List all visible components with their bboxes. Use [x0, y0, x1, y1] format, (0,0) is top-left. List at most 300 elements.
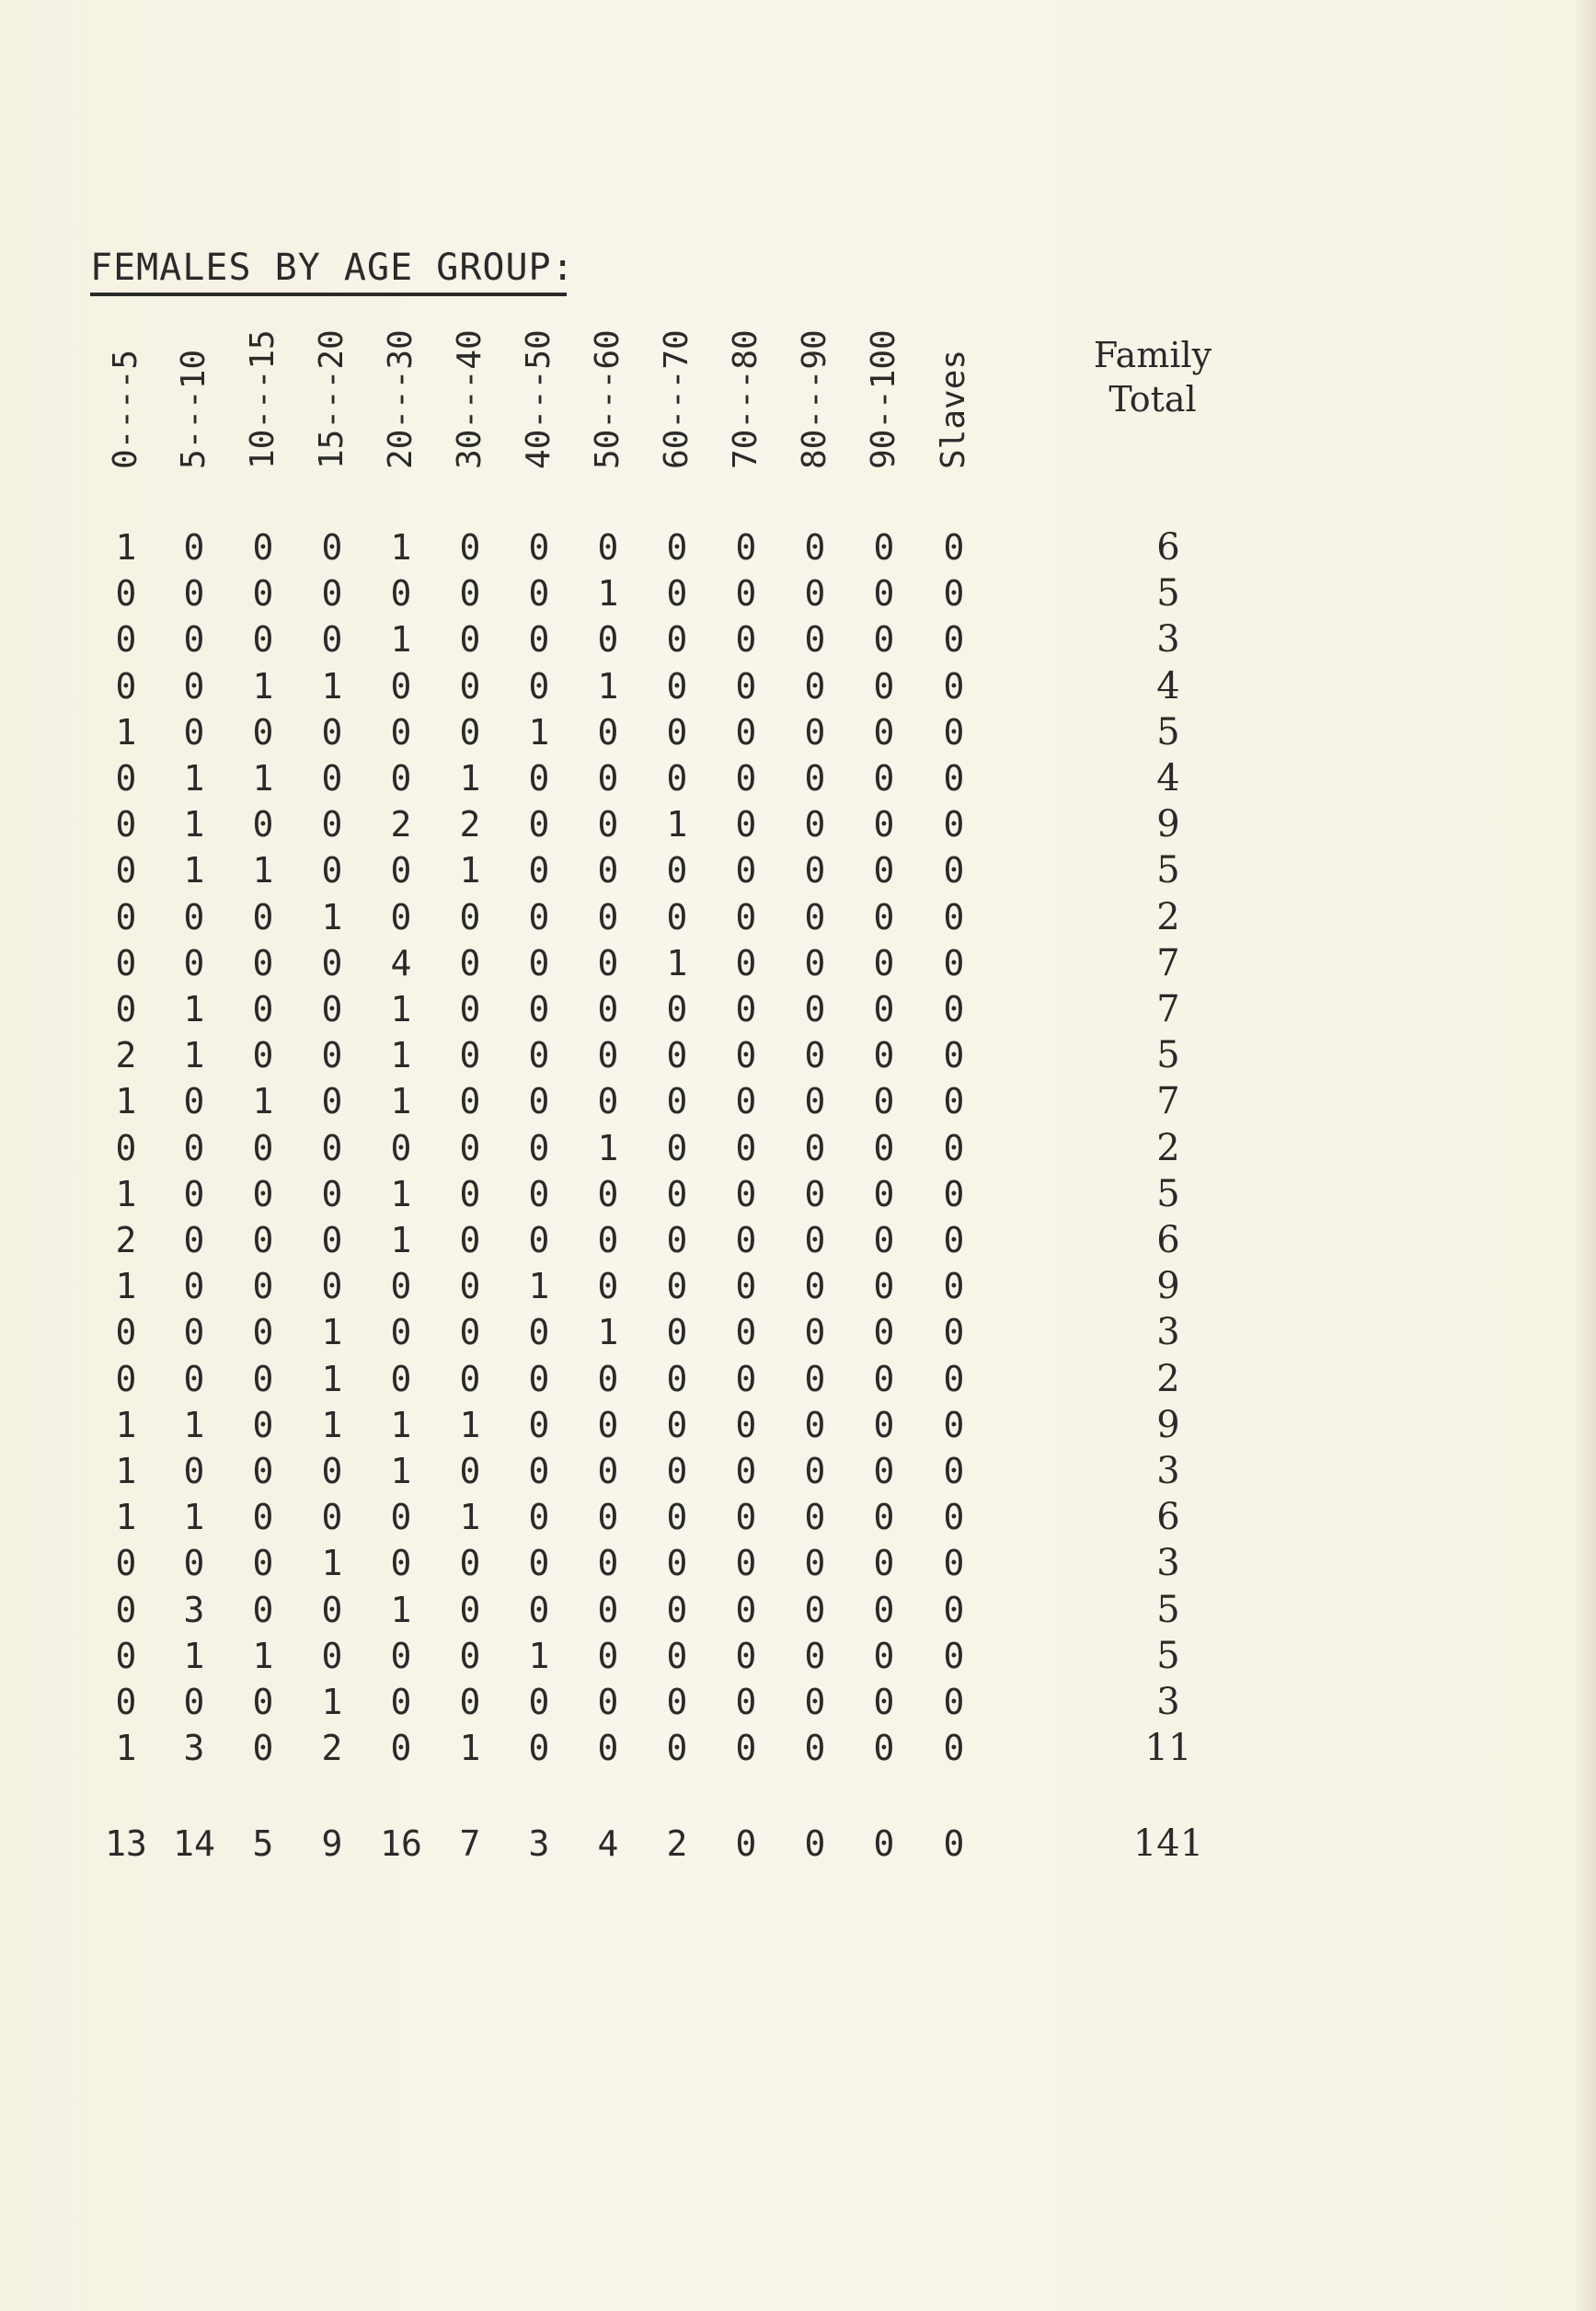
table-cell: 0: [459, 573, 481, 615]
table-cell: 0: [597, 804, 619, 845]
table-cell: 1: [597, 1127, 619, 1168]
table-cell: 0: [252, 1358, 274, 1399]
table-cell: 0: [252, 1266, 274, 1307]
table-cell: 0: [666, 1682, 688, 1722]
table-cell: 0: [390, 1635, 412, 1676]
column-total-cell: 0: [943, 1823, 965, 1864]
table-cell: 0: [873, 1358, 895, 1399]
table-cell: 0: [943, 1451, 965, 1491]
table-cell: 0: [597, 1728, 619, 1769]
table-cell: 0: [735, 573, 757, 615]
table-cell: 0: [873, 1081, 895, 1122]
table-cell: 0: [597, 1589, 619, 1630]
table-cell: 0: [804, 619, 826, 661]
table-cell: 0: [321, 804, 343, 845]
table-cell: 0: [459, 942, 481, 983]
family-total-cell: 6: [1156, 1219, 1180, 1261]
table-cell: 0: [321, 1266, 343, 1307]
column-header-6: 40---50: [520, 329, 557, 469]
table-cell: 0: [115, 758, 137, 799]
table-cell: 0: [183, 942, 205, 983]
table-cell: 0: [321, 1035, 343, 1076]
table-cell: 1: [321, 1358, 343, 1399]
table-cell: 0: [115, 850, 137, 891]
table-cell: 0: [873, 1404, 895, 1445]
table-cell: 0: [943, 711, 965, 753]
table-cell: 1: [597, 573, 619, 615]
table-cell: 1: [115, 1266, 137, 1307]
family-total-cell: 3: [1156, 1542, 1180, 1585]
table-cell: 1: [183, 989, 205, 1029]
table-cell: 0: [735, 1682, 757, 1722]
table-cell: 0: [735, 1635, 757, 1676]
table-cell: 0: [390, 1682, 412, 1722]
table-cell: 0: [390, 1312, 412, 1353]
table-cell: 0: [597, 1358, 619, 1399]
table-cell: 0: [873, 758, 895, 799]
table-cell: 0: [183, 527, 205, 568]
family-total-cell: 5: [1156, 572, 1180, 615]
table-cell: 1: [115, 1173, 137, 1214]
table-cell: 0: [873, 1127, 895, 1168]
family-total-cell: 11: [1144, 1727, 1192, 1770]
table-cell: 0: [804, 1635, 826, 1676]
table-cell: 0: [597, 896, 619, 937]
table-cell: 0: [183, 1451, 205, 1491]
table-cell: 0: [597, 1173, 619, 1214]
column-header-1: 5---10: [175, 349, 212, 469]
table-cell: 1: [321, 1543, 343, 1584]
table-cell: 1: [321, 665, 343, 707]
table-cell: 0: [252, 527, 274, 568]
table-cell: 0: [873, 1266, 895, 1307]
table-cell: 0: [804, 1728, 826, 1769]
column-total-cell: 5: [252, 1823, 274, 1864]
table-cell: 1: [252, 1081, 274, 1122]
table-cell: 1: [321, 896, 343, 937]
column-total-cell: 0: [873, 1823, 895, 1864]
table-cell: 0: [459, 989, 481, 1029]
table-cell: 1: [390, 527, 412, 568]
table-cell: 0: [390, 1728, 412, 1769]
table-cell: 0: [735, 1266, 757, 1307]
family-total-cell: 6: [1156, 526, 1180, 569]
table-cell: 0: [873, 942, 895, 983]
table-cell: 0: [321, 850, 343, 891]
family-total-cell: 9: [1156, 1265, 1180, 1308]
table-cell: 2: [115, 1035, 137, 1076]
table-cell: 0: [321, 573, 343, 615]
table-cell: 0: [666, 1127, 688, 1168]
family-total-cell: 5: [1156, 849, 1180, 892]
table-cell: 0: [735, 527, 757, 568]
table-cell: 1: [115, 1081, 137, 1122]
table-cell: 0: [804, 1220, 826, 1260]
table-cell: 0: [735, 1173, 757, 1214]
table-cell: 0: [252, 1589, 274, 1630]
table-cell: 0: [321, 619, 343, 661]
table-cell: 0: [115, 804, 137, 845]
title-underline: [90, 293, 567, 296]
table-cell: 1: [459, 1497, 481, 1538]
table-cell: 0: [943, 989, 965, 1029]
table-cell: 0: [252, 1451, 274, 1491]
table-cell: 0: [735, 1312, 757, 1353]
table-cell: 0: [943, 573, 965, 615]
table-cell: 1: [183, 1635, 205, 1676]
table-cell: 0: [390, 665, 412, 707]
column-header-0: 0----5: [107, 349, 144, 469]
table-cell: 0: [252, 1543, 274, 1584]
table-cell: 0: [666, 896, 688, 937]
table-cell: 4: [390, 942, 412, 983]
table-cell: 0: [666, 1543, 688, 1584]
table-cell: 0: [183, 1358, 205, 1399]
table-cell: 0: [528, 527, 550, 568]
table-cell: 0: [183, 896, 205, 937]
family-total-cell: 5: [1156, 1172, 1180, 1215]
table-cell: 1: [115, 1451, 137, 1491]
table-cell: 0: [735, 665, 757, 707]
table-cell: 0: [804, 1589, 826, 1630]
table-cell: 0: [459, 1589, 481, 1630]
table-cell: 0: [804, 665, 826, 707]
table-cell: 1: [390, 1404, 412, 1445]
table-cell: 0: [804, 850, 826, 891]
table-cell: 0: [735, 804, 757, 845]
table-cell: 0: [804, 1404, 826, 1445]
table-cell: 0: [390, 1543, 412, 1584]
family-total-cell: 3: [1156, 1311, 1180, 1354]
table-cell: 0: [115, 1127, 137, 1168]
table-cell: 0: [804, 1358, 826, 1399]
table-cell: 0: [943, 1497, 965, 1538]
table-cell: 0: [597, 1451, 619, 1491]
table-cell: 0: [390, 850, 412, 891]
table-cell: 0: [873, 1220, 895, 1260]
column-header-11: 90--100: [865, 329, 902, 469]
table-cell: 0: [804, 527, 826, 568]
table-cell: 0: [597, 527, 619, 568]
table-cell: 0: [943, 896, 965, 937]
table-cell: 0: [666, 665, 688, 707]
family-total-cell: 6: [1156, 1496, 1180, 1539]
table-cell: 0: [873, 1635, 895, 1676]
table-cell: 0: [804, 758, 826, 799]
table-cell: 1: [115, 1404, 137, 1445]
family-total-cell: 2: [1156, 895, 1180, 938]
table-cell: 0: [528, 1497, 550, 1538]
table-cell: 0: [666, 850, 688, 891]
table-cell: 0: [873, 1497, 895, 1538]
table-cell: 0: [528, 1220, 550, 1260]
column-total-cell: 0: [735, 1823, 757, 1864]
table-cell: 0: [528, 804, 550, 845]
table-cell: 0: [666, 1497, 688, 1538]
table-cell: 0: [943, 1682, 965, 1722]
table-cell: 0: [666, 1035, 688, 1076]
table-cell: 0: [597, 942, 619, 983]
table-cell: 1: [252, 758, 274, 799]
table-cell: 0: [943, 1728, 965, 1769]
table-cell: 0: [597, 619, 619, 661]
table-cell: 1: [115, 527, 137, 568]
column-total-cell: 2: [666, 1823, 688, 1864]
table-cell: 0: [252, 1682, 274, 1722]
table-cell: 0: [528, 1081, 550, 1122]
table-cell: 0: [873, 804, 895, 845]
table-cell: 0: [873, 896, 895, 937]
grand-total: 141: [1132, 1822, 1204, 1865]
family-total-cell: 7: [1156, 988, 1180, 1030]
column-header-5: 30---40: [451, 329, 488, 469]
table-cell: 0: [804, 942, 826, 983]
table-cell: 0: [390, 1127, 412, 1168]
family-total-cell: 4: [1156, 757, 1180, 799]
table-cell: 0: [115, 619, 137, 661]
table-cell: 0: [666, 1451, 688, 1491]
table-cell: 1: [666, 942, 688, 983]
column-header-4: 20---30: [382, 329, 419, 469]
table-cell: 0: [804, 711, 826, 753]
table-cell: 0: [666, 1173, 688, 1214]
table-cell: 0: [943, 619, 965, 661]
table-cell: 0: [943, 1173, 965, 1214]
table-cell: 0: [597, 1220, 619, 1260]
column-total-cell: 3: [528, 1823, 550, 1864]
column-total-cell: 14: [173, 1823, 215, 1864]
table-cell: 0: [528, 573, 550, 615]
table-cell: 0: [459, 1081, 481, 1122]
family-total-cell: 7: [1156, 941, 1180, 984]
table-cell: 0: [943, 1266, 965, 1307]
table-cell: 0: [597, 1035, 619, 1076]
table-cell: 0: [459, 1173, 481, 1214]
table-cell: 0: [390, 573, 412, 615]
table-cell: 0: [528, 1728, 550, 1769]
table-cell: 0: [252, 1404, 274, 1445]
table-cell: 1: [321, 1312, 343, 1353]
family-total-cell: 3: [1156, 1450, 1180, 1492]
table-cell: 0: [321, 1127, 343, 1168]
table-cell: 0: [873, 989, 895, 1029]
family-total-header-line2: Total: [1108, 379, 1197, 420]
table-cell: 0: [528, 896, 550, 937]
table-cell: 1: [528, 711, 550, 753]
table-cell: 0: [666, 619, 688, 661]
table-cell: 0: [390, 1497, 412, 1538]
column-total-cell: 0: [804, 1823, 826, 1864]
table-cell: 0: [943, 1404, 965, 1445]
table-cell: 0: [252, 1728, 274, 1769]
table-cell: 0: [528, 1035, 550, 1076]
table-cell: 0: [735, 711, 757, 753]
table-cell: 0: [804, 989, 826, 1029]
table-cell: 0: [252, 1220, 274, 1260]
family-total-cell: 9: [1156, 1403, 1180, 1446]
table-cell: 0: [873, 619, 895, 661]
table-cell: 0: [321, 1497, 343, 1538]
table-cell: 0: [873, 1312, 895, 1353]
table-cell: 0: [528, 758, 550, 799]
table-cell: 0: [943, 1127, 965, 1168]
table-cell: 0: [666, 1635, 688, 1676]
table-cell: 0: [390, 896, 412, 937]
table-cell: 1: [183, 850, 205, 891]
table-cell: 0: [528, 1173, 550, 1214]
table-cell: 0: [943, 1312, 965, 1353]
table-cell: 0: [666, 758, 688, 799]
table-cell: 0: [252, 1035, 274, 1076]
table-cell: 0: [459, 1266, 481, 1307]
table-cell: 0: [735, 850, 757, 891]
table-cell: 0: [943, 1589, 965, 1630]
table-cell: 0: [252, 1312, 274, 1353]
table-cell: 0: [597, 1543, 619, 1584]
family-total-cell: 5: [1156, 1588, 1180, 1631]
table-cell: 0: [183, 619, 205, 661]
table-cell: 0: [943, 942, 965, 983]
table-cell: 0: [115, 942, 137, 983]
table-cell: 0: [804, 573, 826, 615]
table-cell: 0: [321, 1451, 343, 1491]
table-cell: 0: [459, 1358, 481, 1399]
table-cell: 0: [459, 1682, 481, 1722]
table-cell: 0: [666, 1728, 688, 1769]
table-cell: 0: [528, 1543, 550, 1584]
table-cell: 2: [321, 1728, 343, 1769]
table-cell: 0: [804, 1682, 826, 1722]
table-cell: 0: [735, 758, 757, 799]
table-cell: 0: [459, 665, 481, 707]
column-header-2: 10---15: [244, 329, 281, 469]
table-cell: 1: [321, 1682, 343, 1722]
table-cell: 0: [252, 619, 274, 661]
table-cell: 0: [666, 1266, 688, 1307]
table-cell: 0: [183, 1173, 205, 1214]
table-cell: 1: [390, 1035, 412, 1076]
table-cell: 0: [252, 1173, 274, 1214]
table-cell: 0: [115, 1682, 137, 1722]
table-cell: 0: [873, 1682, 895, 1722]
table-cell: 1: [183, 1035, 205, 1076]
table-cell: 0: [873, 1451, 895, 1491]
table-cell: 0: [804, 1173, 826, 1214]
table-cell: 0: [528, 619, 550, 661]
table-cell: 0: [252, 1497, 274, 1538]
table-cell: 0: [804, 1312, 826, 1353]
table-cell: 0: [390, 758, 412, 799]
table-cell: 3: [183, 1589, 205, 1630]
table-cell: 0: [252, 989, 274, 1029]
table-cell: 0: [943, 527, 965, 568]
column-total-cell: 9: [321, 1823, 343, 1864]
page-edge: [1574, 0, 1596, 2311]
table-cell: 0: [459, 1543, 481, 1584]
table-cell: 0: [873, 711, 895, 753]
table-cell: 0: [735, 1543, 757, 1584]
table-cell: 1: [597, 1312, 619, 1353]
table-cell: 0: [804, 1081, 826, 1122]
family-total-cell: 5: [1156, 1634, 1180, 1677]
table-cell: 1: [252, 665, 274, 707]
table-cell: 0: [735, 989, 757, 1029]
table-cell: 0: [735, 896, 757, 937]
table-cell: 1: [390, 1220, 412, 1260]
family-total-cell: 4: [1156, 664, 1180, 707]
table-cell: 0: [873, 1589, 895, 1630]
table-cell: 0: [321, 711, 343, 753]
table-cell: 0: [321, 1589, 343, 1630]
table-cell: 0: [804, 1266, 826, 1307]
table-cell: 0: [735, 1127, 757, 1168]
table-cell: 0: [804, 896, 826, 937]
table-cell: 1: [459, 1728, 481, 1769]
table-cell: 0: [115, 573, 137, 615]
table-cell: 0: [735, 1220, 757, 1260]
table-cell: 0: [943, 1635, 965, 1676]
table-cell: 0: [321, 527, 343, 568]
table-cell: 0: [321, 942, 343, 983]
table-cell: 0: [115, 1543, 137, 1584]
table-cell: 0: [183, 1127, 205, 1168]
family-total-cell: 5: [1156, 710, 1180, 753]
table-cell: 0: [528, 665, 550, 707]
table-cell: 0: [321, 758, 343, 799]
table-cell: 0: [528, 1127, 550, 1168]
table-cell: 0: [321, 989, 343, 1029]
table-cell: 0: [528, 942, 550, 983]
table-cell: 0: [943, 850, 965, 891]
table-cell: 0: [115, 896, 137, 937]
table-cell: 1: [183, 1404, 205, 1445]
family-total-cell: 7: [1156, 1080, 1180, 1123]
column-header-10: 80---90: [796, 329, 833, 469]
table-cell: 0: [115, 1312, 137, 1353]
table-cell: 0: [528, 1404, 550, 1445]
table-cell: 0: [804, 1451, 826, 1491]
table-cell: 0: [943, 1543, 965, 1584]
table-cell: 0: [735, 1589, 757, 1630]
table-cell: 0: [735, 1451, 757, 1491]
table-cell: 0: [943, 804, 965, 845]
table-cell: 0: [873, 1173, 895, 1214]
table-cell: 1: [528, 1635, 550, 1676]
table-cell: 0: [528, 850, 550, 891]
table-cell: 0: [735, 1035, 757, 1076]
table-cell: 0: [252, 942, 274, 983]
table-cell: 0: [666, 711, 688, 753]
table-cell: 0: [666, 1312, 688, 1353]
table-cell: 0: [459, 527, 481, 568]
table-cell: 0: [873, 1035, 895, 1076]
table-cell: 1: [390, 1173, 412, 1214]
table-cell: 0: [735, 1728, 757, 1769]
table-cell: 0: [597, 989, 619, 1029]
table-cell: 2: [115, 1220, 137, 1260]
table-cell: 1: [528, 1266, 550, 1307]
table-cell: 0: [183, 665, 205, 707]
table-cell: 1: [115, 1497, 137, 1538]
column-header-8: 60---70: [658, 329, 695, 469]
table-cell: 0: [459, 1312, 481, 1353]
table-cell: 0: [115, 665, 137, 707]
table-cell: 0: [459, 619, 481, 661]
column-header-7: 50---60: [589, 329, 626, 469]
table-cell: 0: [804, 1497, 826, 1538]
table-cell: 0: [735, 942, 757, 983]
family-total-cell: 2: [1156, 1357, 1180, 1400]
